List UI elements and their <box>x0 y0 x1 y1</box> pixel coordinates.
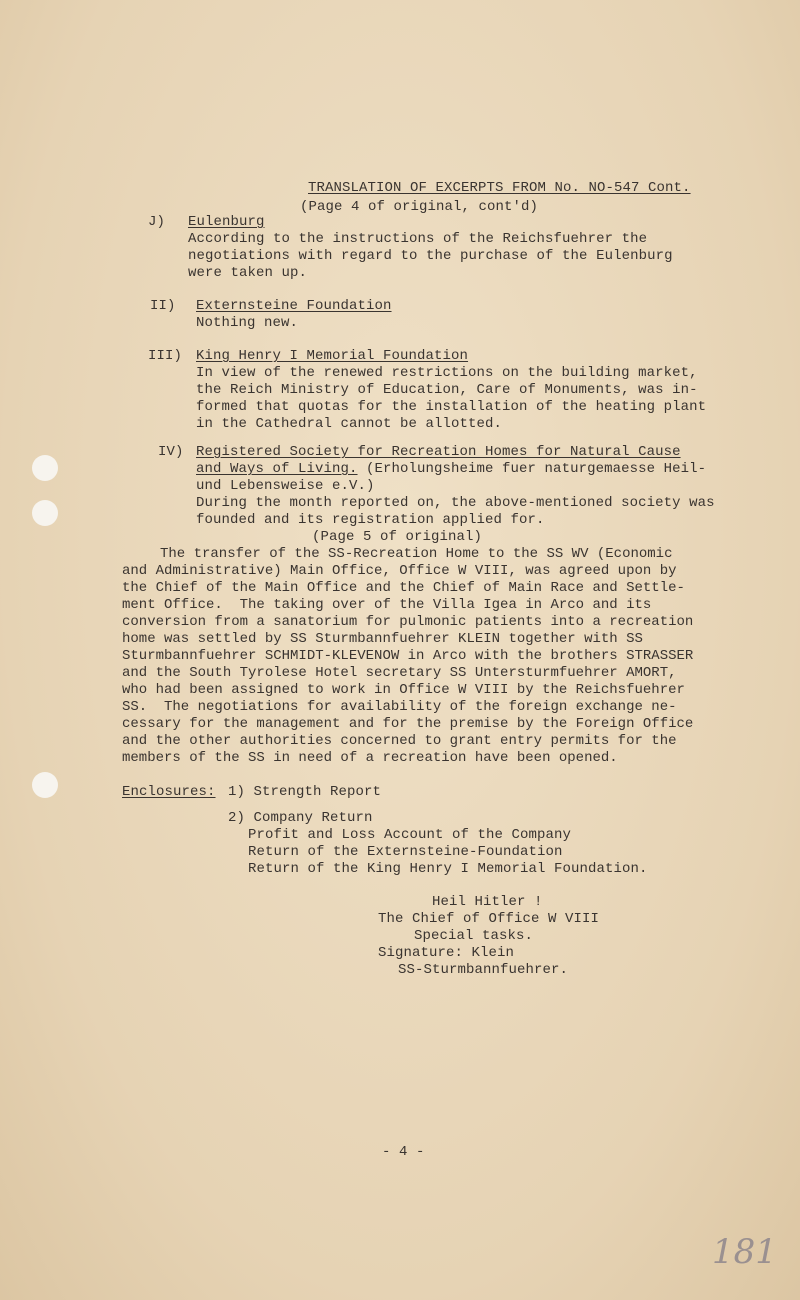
section-heading: Registered Society for Recreation Homes for Natural Cause <box>196 444 681 460</box>
closing-line: The Chief of Office W VIII <box>378 911 600 927</box>
enclosure-item: 2) Company Return <box>228 810 373 826</box>
section-text-line: Nothing new. <box>196 315 299 331</box>
section-text-line: und Lebensweise e.V.) <box>196 478 375 494</box>
section-text-line: founded and its registration applied for. <box>196 512 545 528</box>
closing-line: Special tasks. <box>414 928 534 944</box>
paragraph-line: the Chief of the Main Office and the Chief of Main Race and Settle- <box>122 580 685 596</box>
document-subtitle: (Page 4 of original, cont'd) <box>300 199 539 215</box>
enclosure-item: 1) Strength Report <box>228 784 382 800</box>
paragraph-line: SS. The negotiations for availability of the foreign exchange ne- <box>122 699 677 715</box>
paragraph-line: and the other authorities concerned to grant entry permits for the <box>122 733 677 749</box>
enclosure-subitem: Return of the King Henry I Memorial Foundation. <box>248 861 648 877</box>
section-text-line: During the month reported on, the above-mentioned society was <box>196 495 715 511</box>
page-note: (Page 5 of original) <box>312 529 483 545</box>
document-title: TRANSLATION OF EXCERPTS FROM No. NO-547 Cont. <box>308 180 691 196</box>
paragraph-line: home was settled by SS Sturmbannfuehrer KLEIN together with SS <box>122 631 643 647</box>
punch-hole <box>32 772 58 798</box>
closing-line: SS-Sturmbannfuehrer. <box>398 962 569 978</box>
handwritten-archive-number: 181 <box>712 1232 777 1272</box>
page-number: - 4 - <box>382 1144 425 1160</box>
paragraph-line: The transfer of the SS-Recreation Home to the SS WV (Economic <box>160 546 673 562</box>
section-heading-continued: and Ways of Living. <box>196 461 358 477</box>
punch-hole <box>32 455 58 481</box>
paragraph-line: conversion from a sanatorium for pulmonic patients into a recreation <box>122 614 694 630</box>
section-heading: Externsteine Foundation <box>196 298 392 314</box>
section-text-line: in the Cathedral cannot be allotted. <box>196 416 503 432</box>
paragraph-line: who had been assigned to work in Office W VIII by the Reichsfuehrer <box>122 682 685 698</box>
section-number: III) <box>148 348 183 364</box>
section-text-line: formed that quotas for the installation of the heating plant <box>196 399 707 415</box>
paragraph-line: ment Office. The taking over of the Villa Igea in Arco and its <box>122 597 652 613</box>
closing-salute: Heil Hitler ! <box>432 894 543 910</box>
paragraph-line: and the South Tyrolese Hotel secretary SS Untersturmfuehrer AMORT, <box>122 665 677 681</box>
section-text-line: were taken up. <box>188 265 308 281</box>
enclosure-subitem: Return of the Externsteine-Foundation <box>248 844 563 860</box>
paragraph-line: Sturmbannfuehrer SCHMIDT-KLEVENOW in Arco with the brothers STRASSER <box>122 648 694 664</box>
paragraph-line: cessary for the management and for the premise by the Foreign Office <box>122 716 694 732</box>
paragraph-line: and Administrative) Main Office, Office W VIII, was agreed upon by <box>122 563 677 579</box>
section-text-line: In view of the renewed restrictions on the building market, <box>196 365 698 381</box>
section-heading-line2 <box>196 461 706 478</box>
enclosure-subitem: Profit and Loss Account of the Company <box>248 827 572 843</box>
section-number: IV) <box>158 444 184 460</box>
section-number: II) <box>150 298 176 314</box>
section-heading: King Henry I Memorial Foundation <box>196 348 469 364</box>
signature-line: Signature: Klein <box>378 945 515 961</box>
paragraph-line: members of the SS in need of a recreation have been opened. <box>122 750 618 766</box>
section-heading: Eulenburg <box>188 214 265 230</box>
section-heading-german: (Erholungsheime fuer naturgemaesse Heil- <box>357 461 707 477</box>
section-text-line: the Reich Ministry of Education, Care of Monuments, was in- <box>196 382 698 398</box>
section-text-line: negotiations with regard to the purchase of the Eulenburg <box>188 248 673 264</box>
enclosures-label: Enclosures: <box>122 784 216 800</box>
punch-hole <box>32 500 58 526</box>
section-text-line: According to the instructions of the Reichsfuehrer the <box>188 231 648 247</box>
section-number: J) <box>148 214 166 230</box>
